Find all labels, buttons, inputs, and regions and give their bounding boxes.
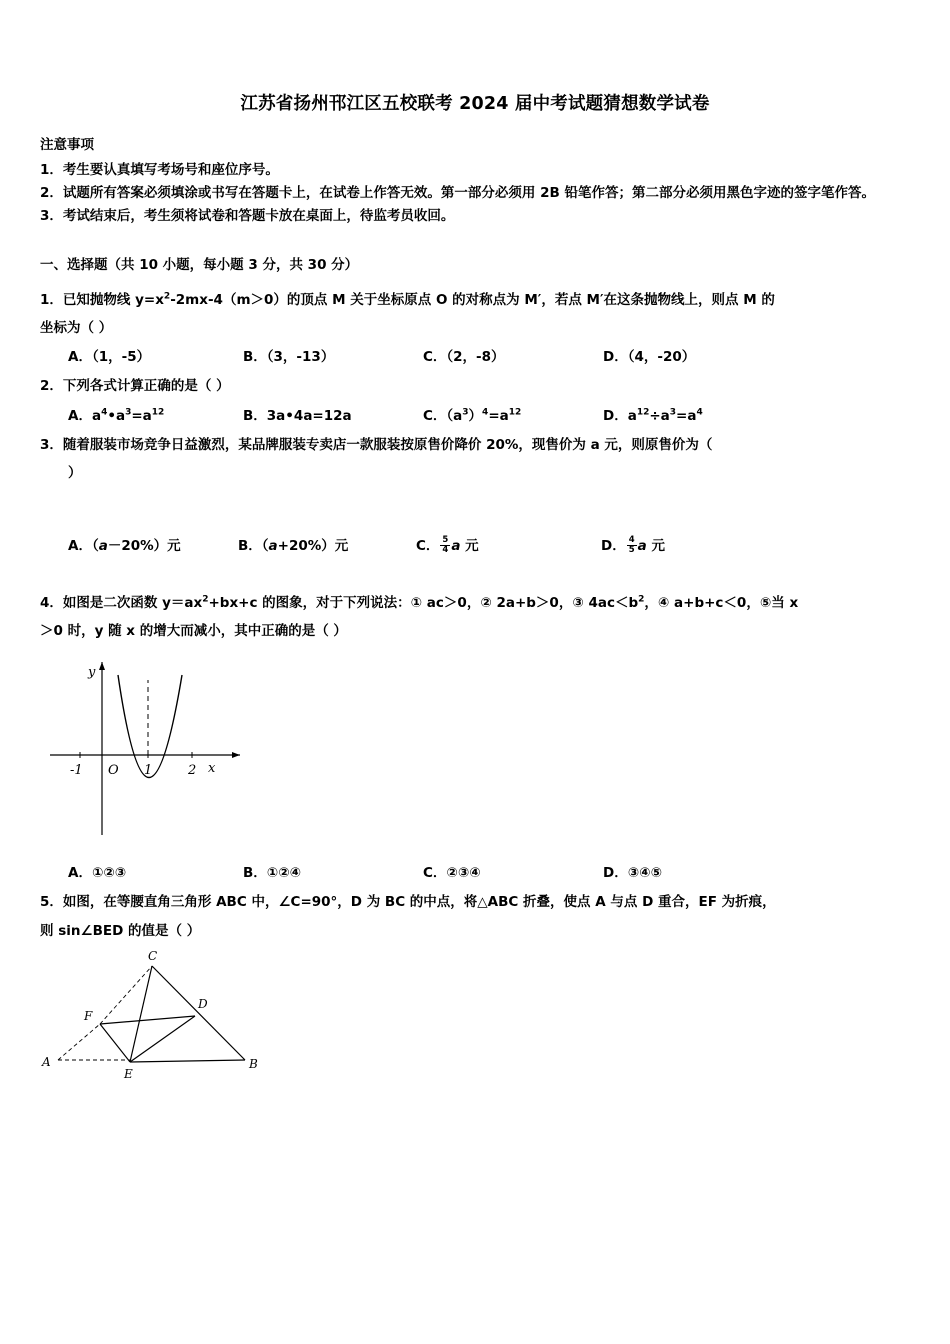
question-5-stem-line-2: 则 sin∠BED 的值是（ ） [40,922,201,939]
svg-text:D: D [198,996,208,1011]
question-1-option-b[interactable]: B．（3，-13） [243,349,335,366]
svg-text:2: 2 [188,763,197,779]
question-3-option-c[interactable]: C． $\frac{5}{4}$ a 元 [416,534,479,555]
question-3-option-b[interactable]: B．（a+20%）元 [238,538,349,555]
question-4-option-b[interactable]: B．①②④ [243,865,302,882]
question-5 [40,889,910,1085]
question-2-stem-line-1: 2．下列各式计算正确的是（ ） [40,378,230,395]
notice-heading: 注意事项 [40,137,94,153]
question-1-stem-line-2: 坐标为（ ） [40,319,113,336]
question-1-option-a[interactable]: A．（1，-5） [68,349,151,366]
page-content [40,90,910,1091]
question-2-option-a[interactable]: A．$a^4•a^3=a^{12}$ [68,407,165,424]
svg-text:A: A [42,1054,51,1069]
notice-item-2: 2．试题所有答案必须填涂或书写在答题卡上，在试卷上作答无效。第一部分必须用 2B 铅笔作答；第二部分必须用黑色字迹的签字笔作答。 [40,185,875,202]
page-title: 江苏省扬州邗江区五校联考 2024 届中考试题猜想数学试卷 [240,94,710,114]
question-1-option-d[interactable]: D．（4，-20） [603,349,696,366]
svg-text:E: E [124,1066,133,1080]
notice-item-3: 3．考试结束后，考生须将试卷和答题卡放在桌面上，待监考员收回。 [40,208,455,225]
question-3-stem-line-2: ） [68,464,82,481]
question-4-options [40,861,910,881]
question-3-option-d[interactable]: D． $\frac{4}{5}$ a 元 [601,534,665,555]
parabola-graph-figure [40,650,910,855]
fraction-five-fourths: $\frac{5}{4}$ [442,534,449,555]
question-3-options [40,534,910,555]
question-4-stem-line-2: ＞0 时，y 随 x 的增大而减小，其中正确的是（ ） [40,622,347,639]
question-2-option-c[interactable]: C．$(a^3)^4=a^{12}$ [423,407,522,424]
fraction-four-fifths: $\frac{4}{5}$ [628,534,635,555]
question-4-option-a[interactable]: A．①②③ [68,865,127,882]
question-2-option-b[interactable]: B．3a•4a=12a [243,407,352,424]
svg-text:B: B [249,1056,258,1071]
question-4 [40,590,910,882]
question-2-option-d[interactable]: D．$a^{12}\div a^3=a^4$ [603,407,703,424]
question-5-stem-line-1: 5．如图，在等腰直角三角形 ABC 中，∠C=90°，D 为 BC 的中点，将△ABC 折叠，使点 A 与点 D 重合，EF 为折痕， [40,894,776,911]
svg-text:O: O [108,763,119,779]
svg-text:y: y [88,665,96,681]
question-2-options [40,404,910,424]
question-4-option-d[interactable]: D．③④⑤ [603,865,662,882]
svg-text:-1: -1 [70,763,83,779]
parabola-graph [40,650,270,850]
svg-text:C: C [148,949,158,963]
svg-text:x: x [208,761,216,777]
folded-triangle [40,950,280,1080]
svg-text:1: 1 [144,763,153,779]
question-3 [40,432,910,556]
question-4-option-c[interactable]: C．②③④ [423,865,481,882]
question-1 [40,287,910,366]
question-4-stem-line-1: 4．如图是二次函数 $y=ax^2+bx+c$ 的图象，对于下列说法：① ac＞0，② 2a+b＞0，③ $4ac<b^2$，④ a+b+c＜0，⑤当 x [40,594,799,611]
section-heading: 一、选择题（共 10 小题，每小题 3 分，共 30 分） [40,256,359,273]
svg-text:F: F [84,1008,93,1023]
question-3-stem-line-1: 3．随着服装市场竞争日益激烈，某品牌服装专卖店一款服装按原售价降价 20%，现售价为 a 元，则原售价为（ [40,436,713,453]
question-3-option-a[interactable]: A．（a－20%）元 [68,538,181,555]
question-2 [40,373,910,423]
question-1-stem-line-1: 1．已知抛物线 $y=x^2-2mx-4(m>0)$的顶点 M 关于坐标原点 O 的对称点为 M′，若点 M′在这条抛物线上，则点 M 的 [40,291,775,308]
notice-item-1: 1．考生要认真填写考场号和座位序号。 [40,162,279,178]
question-1-options [40,345,910,365]
question-1-option-c[interactable]: C．（2，-8） [423,349,505,366]
folded-triangle-figure [40,950,910,1085]
